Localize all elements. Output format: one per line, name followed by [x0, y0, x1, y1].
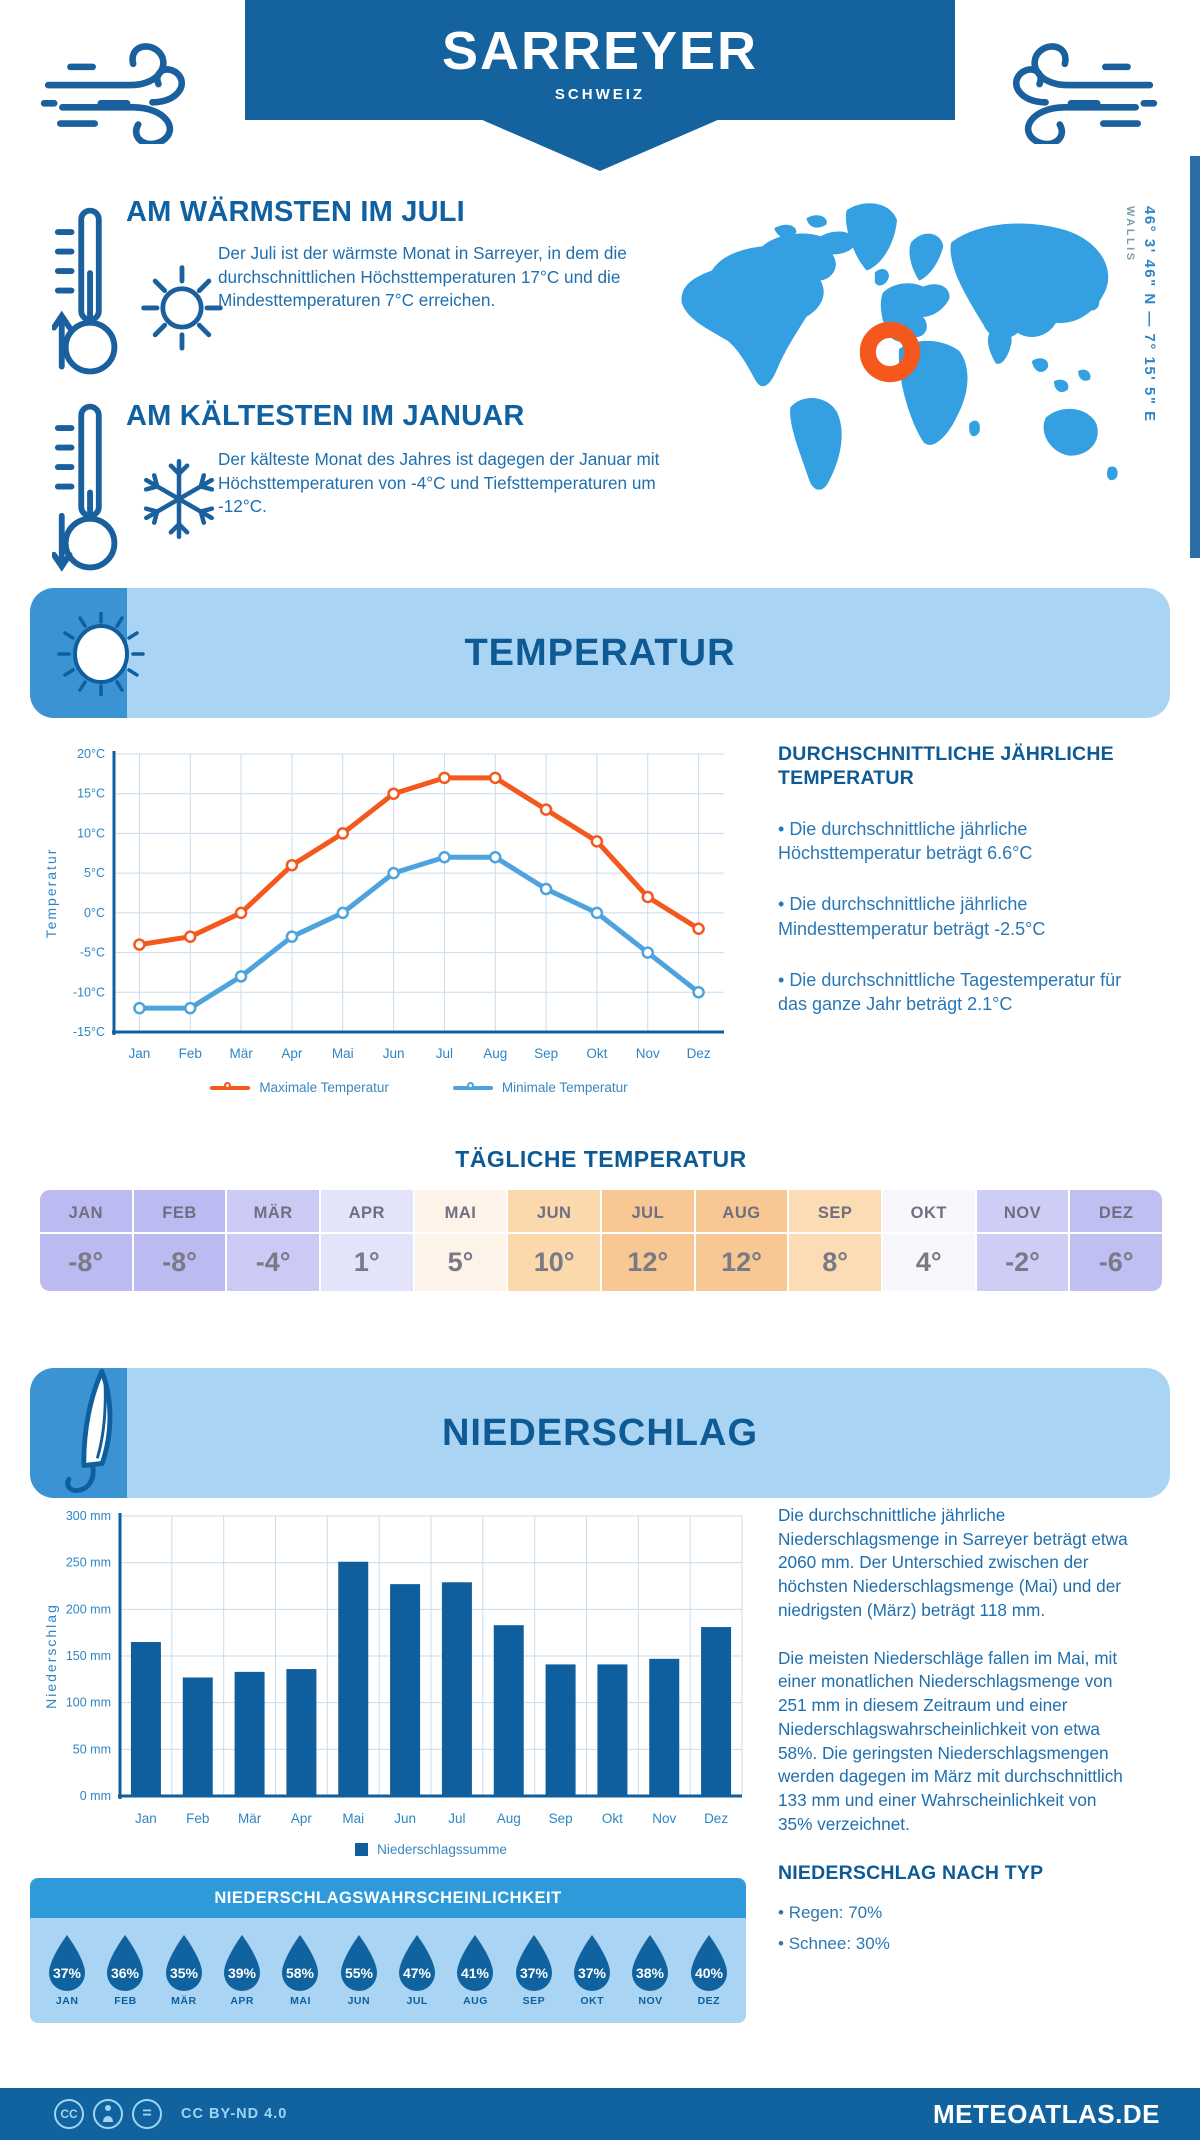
probability-title: NIEDERSCHLAGSWAHRSCHEINLICHKEIT	[30, 1878, 746, 1918]
daily-temp-month: MAI	[415, 1190, 507, 1234]
svg-text:200 mm: 200 mm	[65, 1602, 111, 1617]
daily-temp-cell-apr	[321, 1190, 413, 1291]
legend-item: Maximale Temperatur	[210, 1080, 389, 1095]
annual-bullet: • Die durchschnittliche jährliche Höchsttemperatur beträgt 6.6°C	[778, 817, 1123, 866]
svg-text:37%: 37%	[519, 1965, 548, 1981]
daily-temp-value: 8°	[822, 1247, 849, 1277]
svg-text:Jul: Jul	[448, 1811, 466, 1826]
wind-icon	[34, 12, 206, 144]
daily-temp-cell-jun	[508, 1190, 600, 1291]
temperature-section-banner	[30, 588, 1170, 718]
precipitation-info	[778, 1504, 1170, 1960]
temperature-line-chart	[42, 740, 742, 1072]
daily-temp-cell-sep	[789, 1190, 881, 1291]
snowflake-icon	[134, 454, 224, 544]
daily-temp-value: 1°	[353, 1247, 380, 1277]
thermometer-down-icon	[52, 398, 130, 580]
precipitation-chart-legend	[120, 1842, 742, 1857]
sun-icon	[134, 258, 230, 354]
svg-text:55%: 55%	[344, 1965, 373, 1981]
probability-drops	[30, 1918, 746, 2023]
probability-drop-sep	[505, 1932, 563, 2007]
svg-text:Dez: Dez	[704, 1811, 729, 1826]
raindrop-icon	[161, 1932, 207, 1992]
location-marker	[868, 330, 912, 374]
daily-temp-value: 4°	[915, 1247, 942, 1277]
svg-text:Aug: Aug	[496, 1811, 521, 1826]
daily-temp-cell-nov	[977, 1190, 1069, 1291]
no-derivatives-icon: =	[132, 2099, 162, 2129]
probability-drop-jul	[388, 1932, 446, 2007]
daily-temp-cell-jul	[602, 1190, 694, 1291]
daily-temp-value: -2°	[1005, 1247, 1040, 1277]
daily-temp-cell-mär	[227, 1190, 319, 1291]
precipitation-paragraph: Die durchschnittliche jährliche Niederschlagsmenge in Sarreyer beträgt etwa 2060 mm. Der Unterschied zwischen der höchsten Niederschlagsmenge (Mai) und der niedrigsten (März) beträgt 118 mm.	[778, 1505, 1128, 1620]
daily-temp-value: 12°	[627, 1247, 669, 1277]
precipitation-section-banner	[30, 1368, 1170, 1498]
daily-temp-value: -8°	[68, 1247, 104, 1277]
raindrop-icon	[511, 1932, 557, 1992]
daily-temp-month: APR	[321, 1190, 413, 1234]
warmest-month-block	[40, 196, 680, 392]
svg-text:37%: 37%	[578, 1965, 607, 1981]
svg-text:Mai: Mai	[342, 1811, 365, 1826]
drop-month-label: APR	[230, 1995, 254, 2007]
daily-temp-month: NOV	[977, 1190, 1069, 1234]
decorative-edge-bar	[1190, 156, 1200, 558]
svg-text:Nov: Nov	[652, 1811, 677, 1826]
probability-drop-dez	[680, 1932, 738, 2007]
raindrop-icon	[336, 1932, 382, 1992]
svg-text:300 mm: 300 mm	[65, 1509, 111, 1523]
svg-text:Sep: Sep	[548, 1811, 573, 1826]
daily-temp-month: JUL	[602, 1190, 694, 1234]
svg-text:Jan: Jan	[135, 1811, 157, 1826]
license-block	[54, 2088, 287, 2140]
svg-text:Apr: Apr	[281, 1046, 303, 1061]
daily-temp-month: AUG	[696, 1190, 788, 1234]
warmest-text: Der Juli ist der wärmste Monat in Sarreyer, in dem die durchschnittlichen Höchsttemperaturen 17°C und die Mindesttemperaturen 7°C erreichen.	[218, 243, 627, 311]
daily-temp-value: -4°	[255, 1247, 291, 1277]
coordinates-text: 46° 3' 46" N — 7° 15' 5" E	[1141, 206, 1158, 423]
drop-month-label: JUN	[347, 1995, 371, 2007]
daily-temp-value: -8°	[162, 1247, 197, 1277]
daily-temp-value: -6°	[1098, 1247, 1134, 1277]
probability-drop-jan	[38, 1932, 96, 2007]
svg-text:Aug: Aug	[483, 1046, 508, 1061]
svg-text:58%: 58%	[286, 1965, 315, 1981]
drop-month-label: MÄR	[171, 1995, 197, 2007]
svg-text:Feb: Feb	[186, 1811, 210, 1826]
annual-temperature-title: DURCHSCHNITTLICHE JÄHRLICHE TEMPERATUR	[778, 743, 1114, 790]
daily-temp-month: FEB	[134, 1190, 226, 1234]
wind-icon	[992, 12, 1164, 144]
annual-bullet: • Die durchschnittliche jährliche Mindesttemperatur beträgt -2.5°C	[778, 892, 1123, 941]
svg-text:37%: 37%	[53, 1965, 82, 1981]
svg-text:150 mm: 150 mm	[65, 1649, 111, 1663]
svg-text:Dez: Dez	[686, 1046, 711, 1061]
legend-item: Niederschlagssumme	[355, 1842, 507, 1857]
daily-temperature-title: TÄGLICHE TEMPERATUR	[455, 1146, 747, 1172]
drop-month-label: MAI	[290, 1995, 311, 2007]
drop-month-label: AUG	[463, 1995, 488, 2007]
coldest-month-block	[40, 392, 680, 572]
precipitation-paragraph: Die meisten Niederschläge fallen im Mai, mit einer monatlichen Niederschlagsmenge von 251 mm in diesem Zeitraum und einer Niederschlagswahrscheinlichkeit von etwa 58%. Die geringsten Niederschlagsmengen werden dagegen im März mit durchschnittlich 133 mm und einer Wahrscheinlichkeit von 35% verzeichnet.	[778, 1647, 1123, 1834]
svg-text:36%: 36%	[111, 1965, 140, 1981]
raindrop-icon	[277, 1932, 323, 1992]
daily-temp-month: JUN	[508, 1190, 600, 1234]
svg-text:Mai: Mai	[331, 1046, 354, 1061]
precipitation-section-title: NIEDERSCHLAG	[441, 1412, 759, 1454]
raindrop-icon	[452, 1932, 498, 1992]
svg-text:Nov: Nov	[635, 1046, 660, 1061]
probability-drop-aug	[446, 1932, 504, 2007]
svg-text:41%: 41%	[461, 1965, 490, 1981]
drop-month-label: JAN	[55, 1995, 79, 2007]
drop-month-label: DEZ	[697, 1995, 721, 2007]
daily-temp-cell-okt	[883, 1190, 975, 1291]
svg-text:0 mm: 0 mm	[79, 1789, 111, 1803]
drop-month-label: JUL	[406, 1995, 428, 2007]
probability-drop-mai	[271, 1932, 329, 2007]
daily-temp-cell-aug	[696, 1190, 788, 1291]
warmest-title: AM WÄRMSTEN IM JULI	[126, 196, 465, 228]
svg-text:-15°C: -15°C	[72, 1025, 105, 1039]
svg-text:Jun: Jun	[394, 1811, 416, 1826]
daily-temp-month: JAN	[40, 1190, 132, 1234]
probability-drop-mär	[155, 1932, 213, 2007]
precipitation-type-bullet: • Regen: 70%	[778, 1897, 1170, 1928]
svg-text:50 mm: 50 mm	[72, 1742, 111, 1757]
svg-text:15°C: 15°C	[77, 786, 105, 801]
raindrop-icon	[569, 1932, 615, 1992]
probability-drop-nov	[621, 1932, 679, 2007]
daily-temp-month: SEP	[789, 1190, 881, 1234]
svg-text:20°C: 20°C	[77, 747, 105, 761]
svg-text:Feb: Feb	[178, 1046, 202, 1061]
svg-text:Sep: Sep	[534, 1046, 559, 1061]
daily-temp-month: MÄR	[227, 1190, 319, 1234]
precipitation-bar-chart	[42, 1502, 762, 1842]
svg-text:250 mm: 250 mm	[65, 1555, 111, 1570]
svg-text:47%: 47%	[403, 1965, 432, 1981]
svg-text:0°C: 0°C	[84, 905, 105, 920]
daily-temp-month: OKT	[883, 1190, 975, 1234]
svg-text:Mär: Mär	[229, 1046, 253, 1061]
svg-text:40%: 40%	[694, 1965, 723, 1981]
daily-temp-value: 5°	[447, 1247, 474, 1277]
geo-coordinates-block	[1124, 206, 1158, 546]
probability-drop-feb	[96, 1932, 154, 2007]
raindrop-icon	[394, 1932, 440, 1992]
annual-bullet: • Die durchschnittliche Tagestemperatur für das ganze Jahr beträgt 2.1°C	[778, 968, 1123, 1017]
daily-temp-cell-jan	[40, 1190, 132, 1291]
page-subtitle: SCHWEIZ	[554, 86, 646, 103]
svg-text:Niederschlag: Niederschlag	[43, 1603, 59, 1709]
region-text: WALLIS	[1124, 206, 1136, 263]
svg-text:5°C: 5°C	[84, 866, 105, 881]
svg-text:35%: 35%	[169, 1965, 198, 1981]
banner-chevron	[480, 119, 720, 171]
svg-text:Jun: Jun	[382, 1046, 405, 1061]
precipitation-probability-box	[30, 1878, 746, 2023]
title-banner	[245, 0, 955, 120]
svg-text:38%: 38%	[636, 1965, 665, 1981]
site-name: METEOATLAS.DE	[932, 2098, 1160, 2129]
svg-text:Temperatur: Temperatur	[43, 847, 59, 939]
raindrop-icon	[627, 1932, 673, 1992]
precipitation-type-title: NIEDERSCHLAG NACH TYP	[778, 1861, 1044, 1884]
temperature-section-title: TEMPERATUR	[464, 632, 736, 674]
svg-text:39%: 39%	[228, 1965, 257, 1981]
probability-drop-okt	[563, 1932, 621, 2007]
daily-temp-cell-mai	[415, 1190, 507, 1291]
license-text: CC BY-ND 4.0	[181, 2106, 288, 2122]
svg-text:Okt: Okt	[586, 1046, 608, 1061]
svg-text:10°C: 10°C	[77, 826, 105, 841]
svg-text:Apr: Apr	[290, 1811, 312, 1826]
attribution-person-icon	[93, 2099, 123, 2129]
svg-text:Jul: Jul	[435, 1046, 454, 1061]
raindrop-icon	[102, 1932, 148, 1992]
temperature-chart-legend	[114, 1080, 724, 1095]
svg-text:Jan: Jan	[128, 1046, 151, 1061]
daily-temp-value: 12°	[721, 1247, 762, 1277]
raindrop-icon	[44, 1932, 90, 1992]
daily-temp-cell-dez	[1070, 1190, 1162, 1291]
daily-temp-value: 10°	[533, 1247, 575, 1277]
probability-drop-apr	[213, 1932, 271, 2007]
precipitation-type-bullet: • Schnee: 30%	[778, 1928, 1170, 1959]
cc-icon: CC	[54, 2099, 84, 2129]
probability-drop-jun	[330, 1932, 388, 2007]
svg-text:-5°C: -5°C	[79, 945, 105, 960]
page-title: SARREYER	[441, 21, 759, 81]
raindrop-icon	[686, 1932, 732, 1992]
svg-text:Mär: Mär	[237, 1811, 262, 1826]
thermometer-up-icon	[52, 202, 130, 384]
drop-month-label: FEB	[114, 1995, 137, 2007]
drop-month-label: SEP	[522, 1995, 546, 2007]
svg-text:-10°C: -10°C	[72, 985, 105, 1000]
daily-temp-cell-feb	[134, 1190, 226, 1291]
annual-temperature-info	[778, 742, 1170, 1044]
footer	[0, 2088, 1200, 2140]
legend-item: Minimale Temperatur	[453, 1080, 628, 1095]
daily-temp-month: DEZ	[1070, 1190, 1162, 1234]
svg-text:100 mm: 100 mm	[65, 1695, 111, 1710]
coldest-title: AM KÄLTESTEN IM JANUAR	[126, 400, 525, 432]
drop-month-label: OKT	[580, 1995, 604, 2007]
world-map	[676, 184, 1122, 506]
daily-temperature-table	[40, 1190, 1162, 1291]
raindrop-icon	[219, 1932, 265, 1992]
coldest-text: Der kälteste Monat des Jahres ist dagegen der Januar mit Höchsttemperaturen von -4°C und Tiefsttemperaturen um -12°C.	[218, 449, 660, 517]
svg-text:Okt: Okt	[601, 1811, 623, 1826]
drop-month-label: NOV	[638, 1995, 663, 2007]
